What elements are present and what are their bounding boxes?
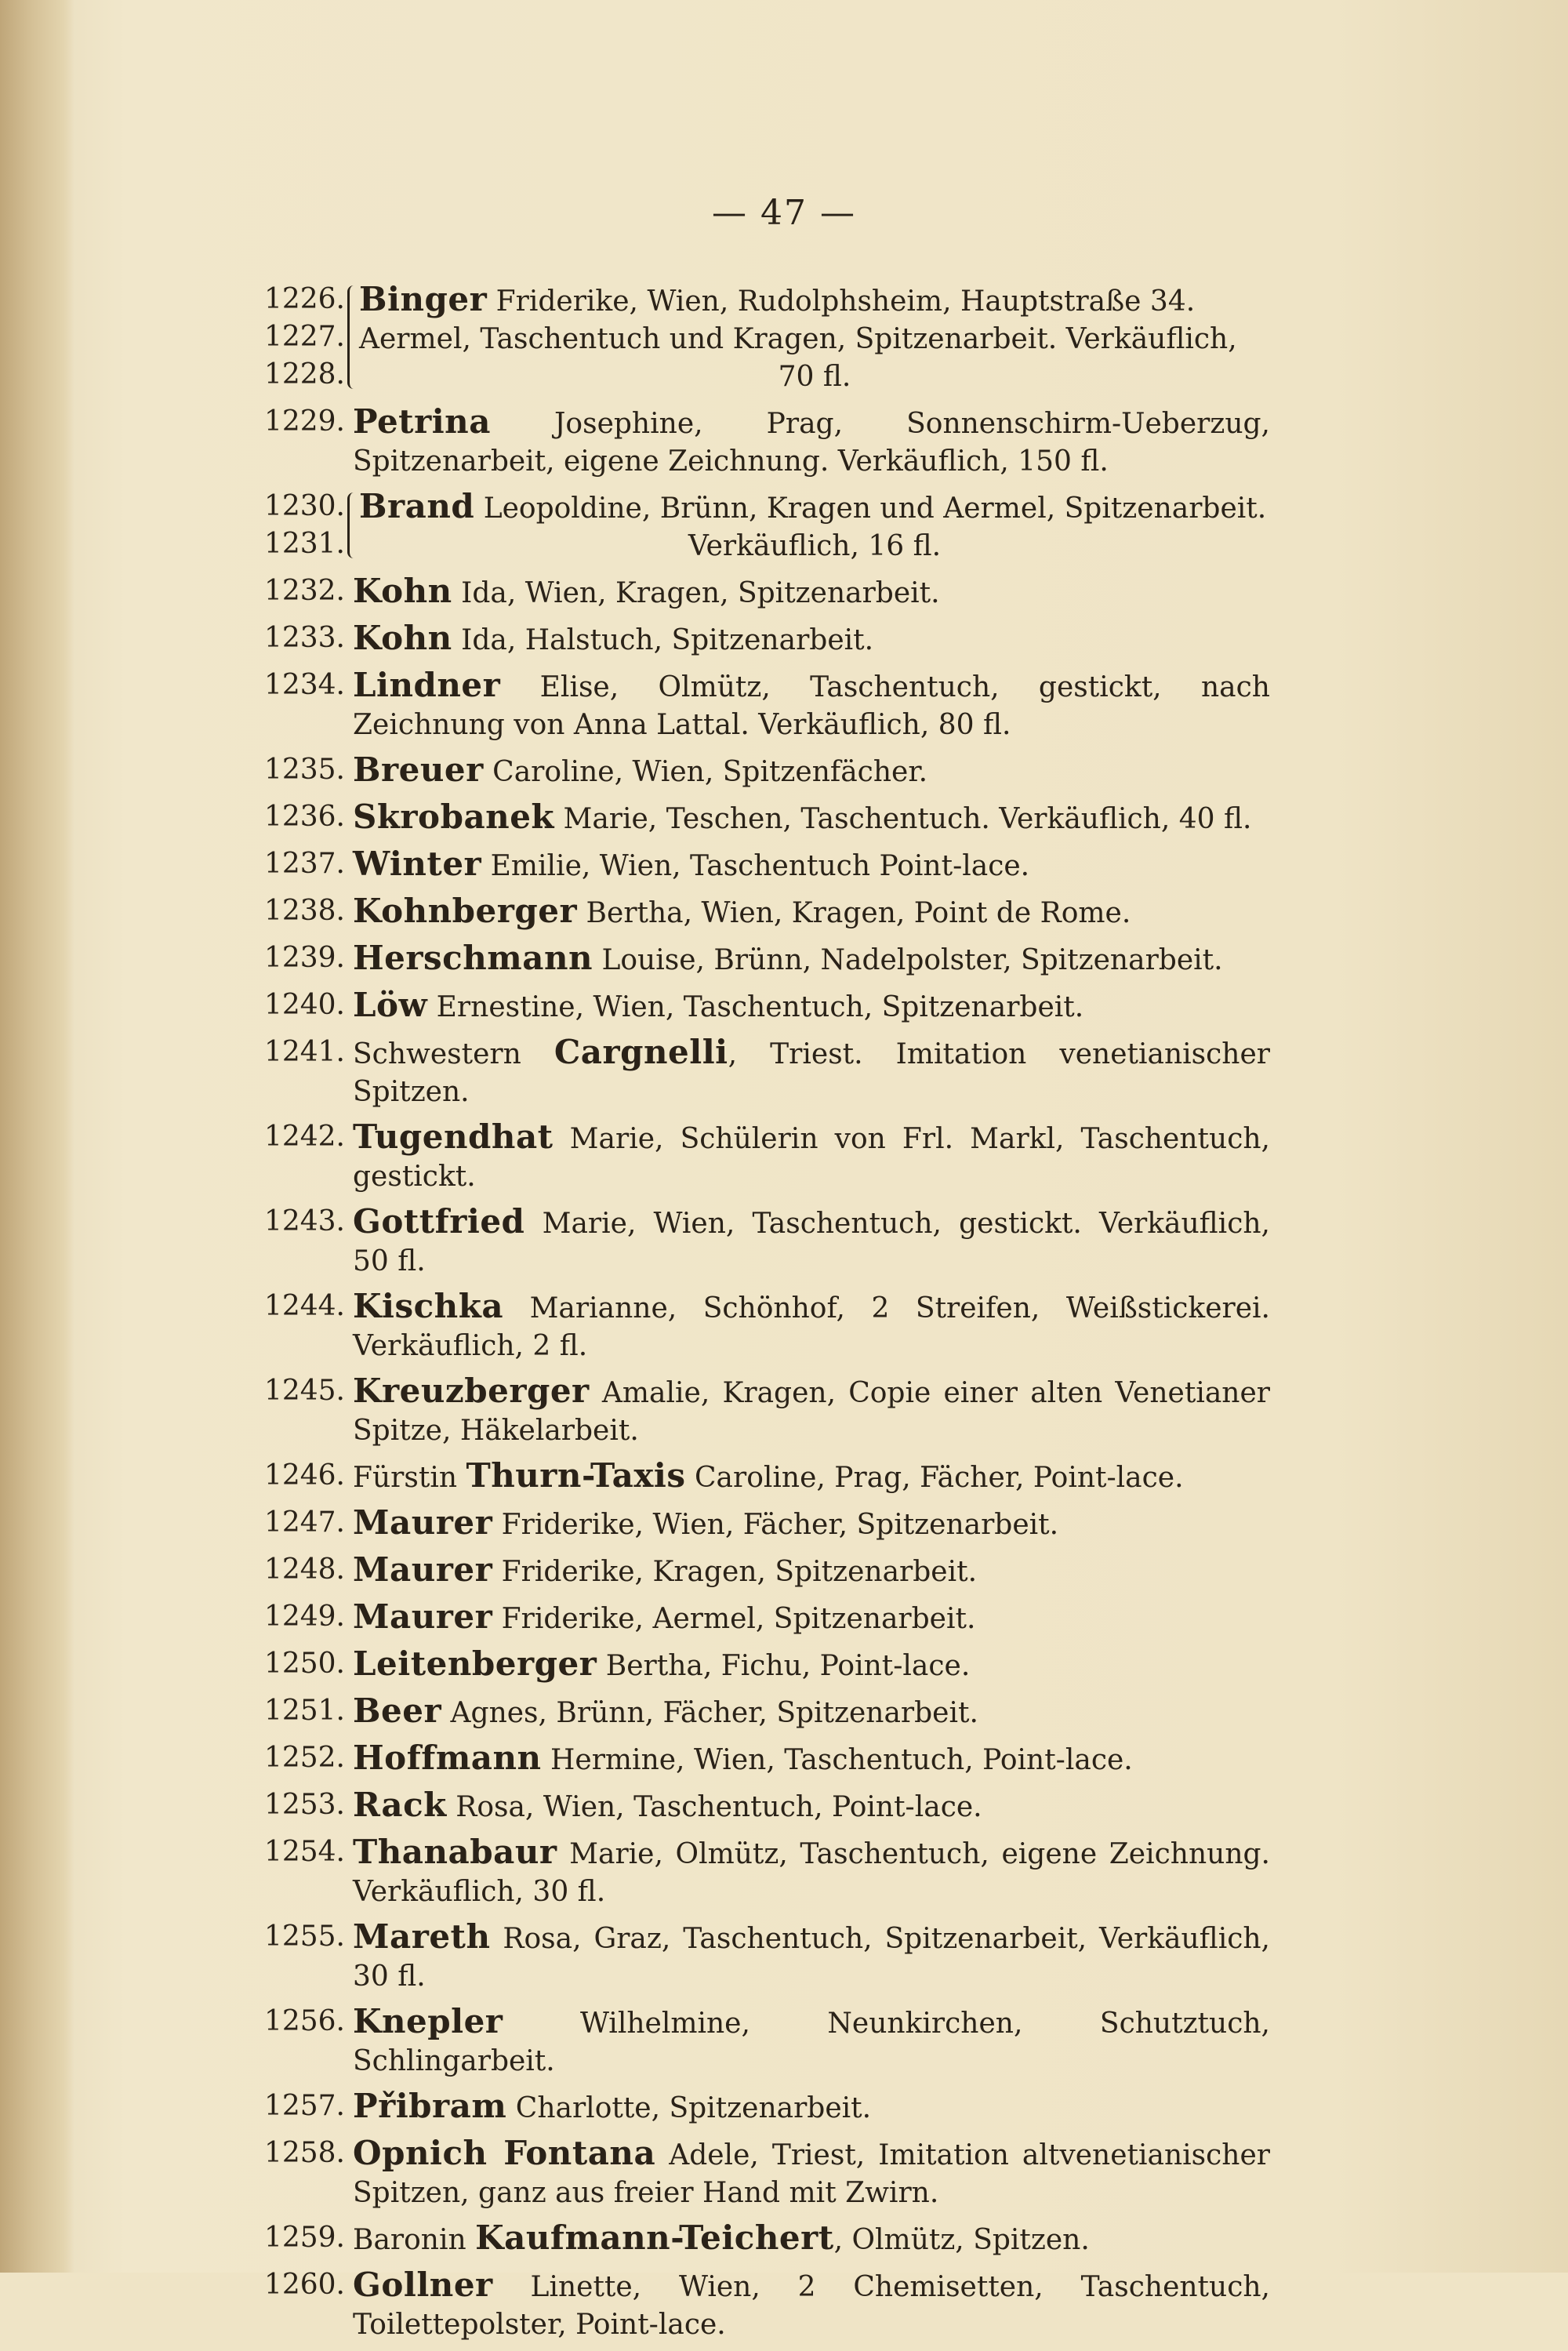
exhibitor-name: Thurn-Taxis: [466, 1456, 686, 1495]
entry-number: 1254.: [263, 1836, 345, 1868]
exhibitor-name: Kaufmann-Teichert: [475, 2218, 834, 2257]
exhibitor-name: Kohnberger: [353, 892, 578, 930]
exhibitor-name: Maurer: [353, 1550, 493, 1589]
entry-number: 1243.: [263, 1205, 345, 1237]
entry-text: Elise, Olmütz, Taschentuch, gestickt, nach Zeichnung von Anna Lattal. Verkäuflich, 80 fl.: [353, 671, 1270, 741]
entry-number: 1248.: [263, 1553, 345, 1586]
entry-1255: [235, 1918, 1270, 1996]
entry-text: Emilie, Wien, Taschentuch Point-lace.: [481, 850, 1030, 882]
entry-1240: [235, 987, 1270, 1027]
entry-1245: [235, 1372, 1270, 1450]
entry-text: Ernestine, Wien, Taschentuch, Spitzenarbeit.: [427, 991, 1084, 1023]
entry-1233: [235, 620, 1270, 660]
exhibitor-name: Lindner: [353, 666, 501, 704]
entry-number: 1230.: [263, 490, 345, 522]
exhibitor-name: Cargnelli: [554, 1033, 728, 1071]
entry-text: Bertha, Wien, Kragen, Point de Rome.: [577, 897, 1131, 929]
entry-1247: [235, 1504, 1270, 1544]
exhibitor-name: Rack: [353, 1786, 447, 1824]
entry-text: Louise, Brünn, Nadelpolster, Spitzenarbeit.: [593, 944, 1223, 976]
entry-number: 1239.: [263, 942, 345, 974]
entry-number: 1238.: [263, 895, 345, 927]
entry-number: 1246.: [263, 1459, 345, 1492]
entry-1258: [235, 2135, 1270, 2212]
entry-text: Verkäuflich, 16 fl.: [688, 530, 942, 562]
entry-1244: [235, 1288, 1270, 1365]
entry-number: 1242.: [263, 1121, 345, 1153]
entry-number: 1234.: [263, 669, 345, 701]
entry-group-1226-1228: [235, 281, 1270, 396]
entry-number: 1251.: [263, 1695, 345, 1727]
entry-number: 1253.: [263, 1789, 345, 1821]
exhibitor-name: Gollner: [353, 2266, 493, 2304]
entry-number: 1250.: [263, 1648, 345, 1680]
entry-1243: [235, 1203, 1270, 1281]
entry-text: Friderike, Wien, Fächer, Spitzenarbeit.: [492, 1509, 1059, 1541]
entry-text: Friderike, Aermel, Spitzenarbeit.: [492, 1603, 976, 1635]
entry-text: Rosa, Graz, Taschentuch, Spitzenarbeit, Verkäuflich, 30 fl.: [353, 1923, 1270, 1993]
entry-text: Josephine, Prag, Sonnenschirm-Ueberzug, Spitzenarbeit, eigene Zeichnung. Verkäuflich, 150 fl.: [353, 408, 1270, 478]
entry-1248: [235, 1551, 1270, 1591]
entry-number: 1247.: [263, 1506, 345, 1539]
exhibitor-name: Kohn: [353, 572, 452, 610]
entry-text: Marie, Teschen, Taschentuch. Verkäuflich, 40 fl.: [554, 803, 1252, 835]
exhibitor-name: Tugendhat: [353, 1117, 554, 1156]
entry-text: Ida, Wien, Kragen, Spitzenarbeit.: [452, 577, 940, 609]
entry-number: 1237.: [263, 848, 345, 880]
entry-text: Friderike, Kragen, Spitzenarbeit.: [492, 1556, 978, 1588]
exhibitor-name: Petrina: [353, 402, 491, 441]
entry-text: Caroline, Wien, Spitzenfächer.: [483, 756, 928, 788]
entry-prefix: Fürstin: [353, 1462, 466, 1494]
entry-1237: [235, 845, 1270, 885]
entry-number: 1229.: [263, 405, 345, 438]
entry-1241: [235, 1034, 1270, 1111]
entry-1254: [235, 1833, 1270, 1911]
grouping-brace: [347, 285, 361, 389]
page-number: — 47 —: [712, 193, 856, 233]
entry-text: Caroline, Prag, Fächer, Point-lace.: [685, 1462, 1184, 1494]
exhibitor-name: Hoffmann: [353, 1739, 542, 1777]
entry-number: 1259.: [263, 2222, 345, 2254]
entry-number: 1245.: [263, 1375, 345, 1407]
exhibitor-name: Beer: [353, 1691, 442, 1730]
exhibitor-name: Binger: [359, 280, 488, 318]
entry-number: 1227.: [263, 321, 345, 353]
entry-number: 1232.: [263, 575, 345, 607]
entry-text: 70 fl.: [778, 361, 851, 393]
book-gutter: [0, 0, 74, 2273]
entry-text: Charlotte, Spitzenarbeit.: [506, 2092, 872, 2124]
entry-number: 1252.: [263, 1742, 345, 1774]
entry-1246: [235, 1457, 1270, 1497]
entry-prefix: Schwestern: [353, 1038, 554, 1070]
exhibitor-name: Löw: [353, 986, 428, 1024]
exhibitor-name: Přibram: [353, 2087, 507, 2125]
entry-number: 1257.: [263, 2090, 345, 2122]
entry-number: 1240.: [263, 989, 345, 1021]
entry-number: 1228.: [263, 358, 345, 391]
entry-number: 1256.: [263, 2005, 345, 2037]
exhibitor-name: Herschmann: [353, 939, 593, 977]
entry-group-1230-1231: [235, 488, 1270, 565]
entry-text: , Triest. Imitation venetianischer Spitzen.: [353, 1038, 1270, 1108]
entry-number: 1255.: [263, 1920, 345, 1953]
entry-number: 1249.: [263, 1601, 345, 1633]
exhibitor-name: Kischka: [353, 1287, 504, 1325]
entry-1249: [235, 1598, 1270, 1638]
exhibitor-name: Maurer: [353, 1503, 493, 1542]
exhibitor-name: Mareth: [353, 1917, 491, 1956]
entry-text: Linette, Wien, 2 Chemisetten, Taschentuch, Toilettepolster, Point-lace.: [353, 2271, 1270, 2341]
catalogue-entries: [235, 281, 1270, 2351]
entry-1259: [235, 2219, 1270, 2259]
exhibitor-name: Maurer: [353, 1597, 493, 1636]
exhibitor-name: Kohn: [353, 619, 452, 657]
entry-text: Hermine, Wien, Taschentuch, Point-lace.: [541, 1744, 1133, 1776]
entry-1256: [235, 2003, 1270, 2080]
entry-text: Leopoldine, Brünn, Kragen und Aermel, Spitzenarbeit.: [474, 492, 1267, 525]
entry-1257: [235, 2088, 1270, 2128]
exhibitor-name: Knepler: [353, 2002, 503, 2040]
entry-1242: [235, 1118, 1270, 1196]
exhibitor-name: Opnich Fontana: [353, 2134, 656, 2172]
entry-number: 1236.: [263, 801, 345, 833]
entry-number: 1226.: [263, 283, 345, 315]
entry-1229: [235, 403, 1270, 481]
entry-text: Ida, Halstuch, Spitzenarbeit.: [452, 624, 874, 656]
entry-1236: [235, 798, 1270, 838]
entry-text: , Olmütz, Spitzen.: [833, 2224, 1090, 2256]
entry-text: Marie, Olmütz, Taschentuch, eigene Zeichnung. Verkäuflich, 30 fl.: [353, 1838, 1270, 1908]
entry-text: Marie, Wien, Taschentuch, gestickt. Verkäuflich, 50 fl.: [353, 1208, 1270, 1277]
entry-number: 1258.: [263, 2137, 345, 2169]
grouping-brace: [347, 492, 361, 558]
entry-1250: [235, 1645, 1270, 1685]
entry-1239: [235, 939, 1270, 979]
entry-number: 1235.: [263, 754, 345, 786]
entry-text: Aermel, Taschentuch und Kragen, Spitzenarbeit. Verkäuflich,: [359, 323, 1237, 355]
entry-number: 1231.: [263, 528, 345, 560]
entry-text: Bertha, Fichu, Point-lace.: [597, 1650, 971, 1682]
entry-number: 1244.: [263, 1290, 345, 1322]
exhibitor-name: Gottfried: [353, 1202, 525, 1241]
entry-text: Marie, Schülerin von Frl. Markl, Taschentuch, gestickt.: [353, 1123, 1270, 1193]
entry-1251: [235, 1692, 1270, 1732]
entry-text: Agnes, Brünn, Fächer, Spitzenarbeit.: [441, 1697, 978, 1729]
entry-1252: [235, 1739, 1270, 1779]
entry-text: Friderike, Wien, Rudolphsheim, Hauptstraße 34.: [487, 285, 1196, 318]
entry-1253: [235, 1786, 1270, 1826]
entry-text: Adele, Triest, Imitation altvenetianischer Spitzen, ganz aus freier Hand mit Zwirn.: [353, 2139, 1270, 2209]
entry-1260: [235, 2266, 1270, 2344]
entry-text: Amalie, Kragen, Copie einer alten Venetianer Spitze, Häkelarbeit.: [353, 1377, 1270, 1447]
entry-text: Rosa, Wien, Taschentuch, Point-lace.: [446, 1791, 982, 1823]
exhibitor-name: Kreuzberger: [353, 1372, 590, 1410]
entry-text: Marianne, Schönhof, 2 Streifen, Weißstickerei. Verkäuflich, 2 fl.: [353, 1292, 1270, 1362]
exhibitor-name: Breuer: [353, 750, 484, 789]
entry-1232: [235, 572, 1270, 612]
exhibitor-name: Skrobanek: [353, 798, 555, 836]
entry-1235: [235, 751, 1270, 791]
entry-1234: [235, 667, 1270, 744]
entry-prefix: Baronin: [353, 2224, 476, 2256]
entry-text: Wilhelmine, Neunkirchen, Schutztuch, Schlingarbeit.: [353, 2008, 1270, 2077]
exhibitor-name: Brand: [359, 487, 475, 525]
entry-number: 1260.: [263, 2269, 345, 2301]
exhibitor-name: Leitenberger: [353, 1644, 597, 1683]
entry-number: 1233.: [263, 622, 345, 654]
exhibitor-name: Thanabaur: [353, 1833, 557, 1871]
entry-1238: [235, 892, 1270, 932]
entry-number: 1241.: [263, 1036, 345, 1068]
exhibitor-name: Winter: [353, 845, 482, 883]
